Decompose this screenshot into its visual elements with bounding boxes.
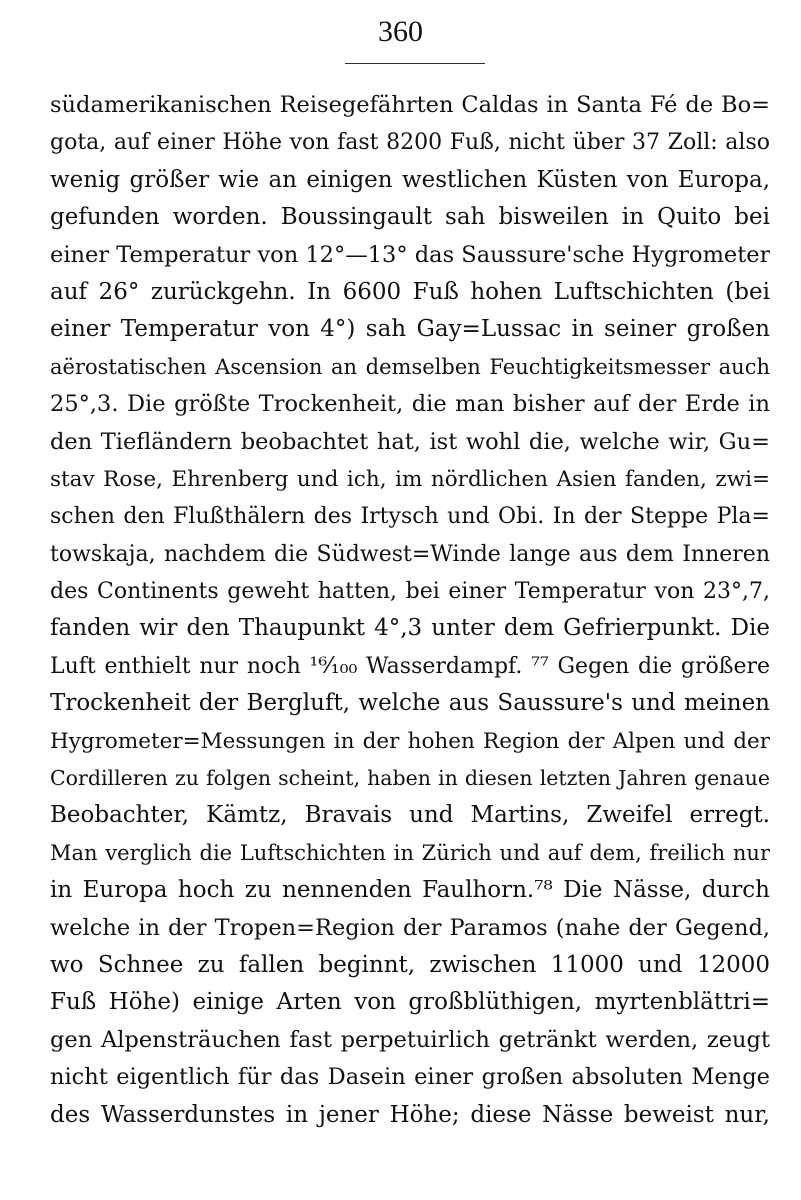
- text-line: welche in der Tropen=Region der Paramos (nahe der Gegend,: [50, 914, 770, 941]
- text-line: Fuß Höhe) einige Arten von großblüthigen, myrtenblättri=: [50, 989, 770, 1016]
- text-line: Beobachter, Kämtz, Bravais und Martins, Zweifel erregt.: [50, 802, 770, 829]
- text-line: nicht eigentlich für das Dasein einer großen absoluten Menge: [50, 1064, 770, 1091]
- text-line: südamerikanischen Reisegefährten Caldas in Santa Fé de Bo=: [50, 92, 770, 118]
- text-line: Man verglich die Luftschichten in Zürich und auf dem, freilich nur: [50, 840, 770, 865]
- text-line: des Wasserdunstes in jener Höhe; diese Nässe beweist nur,: [50, 1101, 770, 1128]
- text-line: aërostatischen Ascension an demselben Feuchtigkeitsmesser auch: [50, 354, 770, 379]
- text-line: des Continents geweht hatten, bei einer Temperatur von 23°,7,: [50, 579, 770, 605]
- body-text: [50, 87, 770, 1134]
- text-line: Hygrometer=Messungen in der hohen Region der Alpen und der: [50, 728, 770, 754]
- text-line: einer Temperatur von 4°) sah Gay=Lussac in seiner großen: [50, 316, 770, 343]
- text-line: gefunden worden. Boussingault sah bisweilen in Quito bei: [50, 204, 770, 231]
- text-line: einer Temperatur von 12°—13° das Saussure'sche Hygrometer: [50, 241, 770, 268]
- text-line: Trockenheit der Bergluft, welche aus Saussure's und meinen: [50, 690, 770, 717]
- text-line: schen den Flußthälern des Irtysch und Obi. In der Steppe Pla=: [50, 504, 770, 530]
- text-line: wo Schnee zu fallen beginnt, zwischen 11000 und 12000: [50, 951, 770, 978]
- text-line: stav Rose, Ehrenberg und ich, im nördlichen Asien fanden, zwi=: [50, 466, 770, 492]
- text-line: towskaja, nachdem die Südwest=Winde lange aus dem Inneren: [50, 541, 770, 567]
- text-line: in Europa hoch zu nennenden Faulhorn.⁷⁸ Die Nässe, durch: [50, 877, 770, 904]
- text-line: auf 26° zurückgehn. In 6600 Fuß hohen Luftschichten (bei: [50, 278, 770, 305]
- text-line: Cordilleren zu folgen scheint, haben in diesen letzten Jahren genaue: [50, 766, 770, 791]
- text-line: fanden wir den Thaupunkt 4°,3 unter dem Gefrierpunkt. Die: [50, 615, 770, 642]
- header-rule: [345, 63, 485, 64]
- page-number: 360: [378, 15, 423, 48]
- text-line: Luft enthielt nur noch ¹⁶⁄₁₀₀ Wasserdampf. ⁷⁷ Gegen die größere: [50, 653, 770, 679]
- text-line: den Tiefländern beobachtet hat, ist wohl die, welche wir, Gu=: [50, 428, 770, 455]
- text-line: gota, auf einer Höhe von fast 8200 Fuß, nicht über 37 Zoll: also: [50, 130, 770, 156]
- text-line: gen Alpensträuchen fast perpetuirlich getränkt werden, zeugt: [50, 1026, 770, 1053]
- text-line: wenig größer wie an einigen westlichen Küsten von Europa,: [50, 166, 770, 193]
- text-line: 25°,3. Die größte Trockenheit, die man bisher auf der Erde in: [50, 391, 770, 418]
